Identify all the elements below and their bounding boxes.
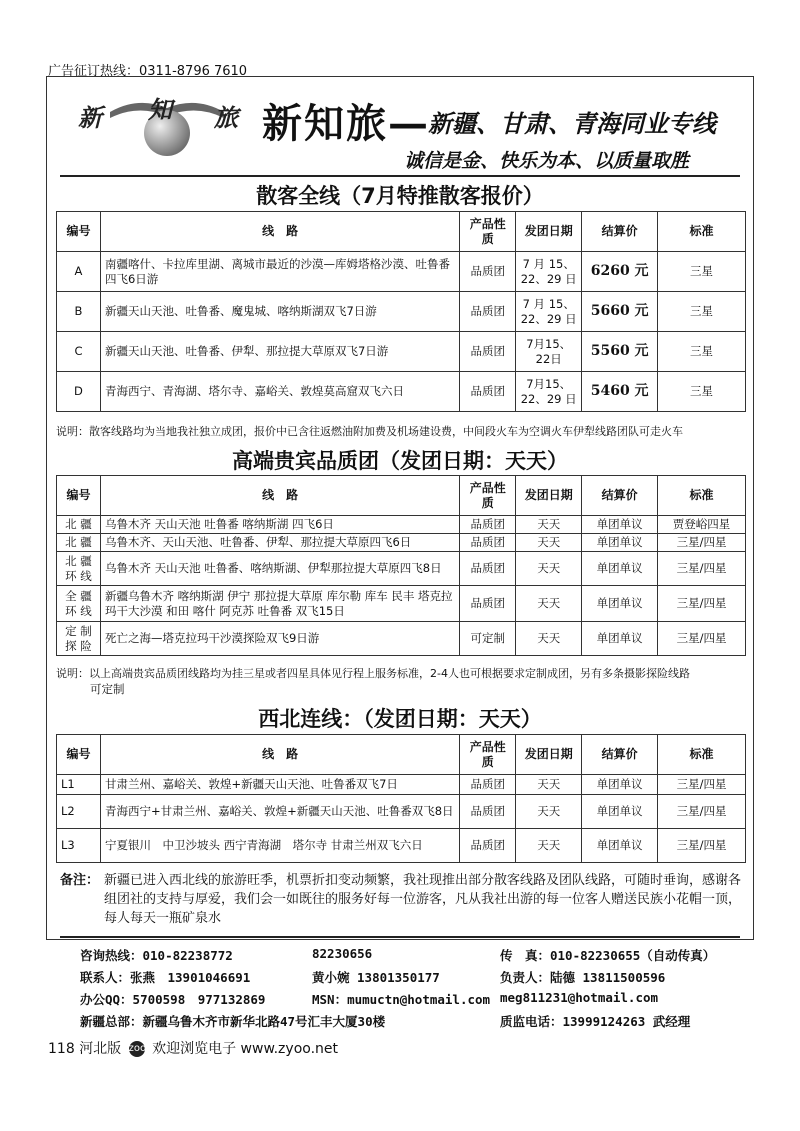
- row-date: 天天: [516, 586, 582, 622]
- row-standard: 三星: [658, 292, 746, 332]
- section3-table: [56, 734, 746, 863]
- row-standard: 三星/四星: [658, 586, 746, 622]
- row-date: 7 月 15、22、29 日: [516, 252, 582, 292]
- header-price: 结算价: [582, 212, 658, 252]
- row-route: 宁夏银川 中卫沙坡头 西宁青海湖 塔尔寺 甘肃兰州双飞六日: [100, 829, 459, 863]
- table-row: [57, 372, 746, 412]
- row-price: 单团单议: [582, 775, 658, 795]
- table-row: [57, 795, 746, 829]
- row-type: 品质团: [460, 829, 516, 863]
- row-route: 新疆乌鲁木齐 喀纳斯湖 伊宁 那拉提大草原 库尔勒 库车 民丰 塔克拉玛干大沙漠 和田 喀什 阿克苏 吐鲁番 双飞15日: [100, 586, 459, 622]
- header-type: 产品性质: [460, 212, 516, 252]
- header-standard: 标准: [658, 735, 746, 775]
- row-standard: 三星/四星: [658, 622, 746, 656]
- row-code: 北 疆 环 线: [57, 552, 101, 586]
- header-price: 结算价: [582, 476, 658, 516]
- row-code: A: [57, 252, 101, 292]
- row-route: 新疆天山天池、吐鲁番、魔鬼城、喀纳斯湖双飞7日游: [100, 292, 459, 332]
- ad-hotline: 广告征订热线：0311-8796 7610: [48, 64, 248, 79]
- logo-char-3: 旅: [214, 103, 238, 132]
- row-date: 天天: [516, 775, 582, 795]
- row-route: 乌鲁木齐、天山天池、吐鲁番、伊犁、那拉提大草原四飞6日: [100, 534, 459, 552]
- row-code: 定 制 探 险: [57, 622, 101, 656]
- table-row: [57, 516, 746, 534]
- header-route: 线 路: [100, 735, 459, 775]
- row-code: L1: [57, 775, 101, 795]
- row-type: 品质团: [460, 775, 516, 795]
- row-type: 品质团: [460, 516, 516, 534]
- row-date: 7月15、22、29 日: [516, 372, 582, 412]
- contact-fax: 传 真：010-82230655（自动传真）: [500, 948, 716, 963]
- table-row: [57, 552, 746, 586]
- row-date: 天天: [516, 795, 582, 829]
- row-route: 青海西宁+甘肃兰州、嘉峪关、敦煌+新疆天山天池、吐鲁番双飞8日: [100, 795, 459, 829]
- row-price: 单团单议: [582, 829, 658, 863]
- row-route: 乌鲁木齐 天山天池 吐鲁番、喀纳斯湖、伊犁那拉提大草原四飞8日: [100, 552, 459, 586]
- header-date: 发团日期: [516, 476, 582, 516]
- header-type: 产品性质: [460, 735, 516, 775]
- contact-hotline-2: 82230656: [312, 946, 373, 961]
- section1-note: 说明：散客线路均为当地我社独立成团，报价中已含往返燃油附加费及机场建设费，中间段火车为空调火车伊犁线路团队可走火车: [56, 425, 683, 438]
- contact-hotline: 咨询热线：010-82238772: [80, 948, 233, 963]
- section2-note-line2: 可定制: [90, 682, 125, 696]
- row-standard: 三星/四星: [658, 552, 746, 586]
- row-price: 单团单议: [582, 795, 658, 829]
- header-code: 编号: [57, 476, 101, 516]
- row-code: L2: [57, 795, 101, 829]
- contact-person-2: 黄小婉 13801350177: [312, 970, 440, 985]
- row-date: 天天: [516, 622, 582, 656]
- header-type: 产品性质: [460, 476, 516, 516]
- row-type: 品质团: [460, 795, 516, 829]
- section3-title: 西北连线：（发团日期：天天）: [258, 707, 542, 731]
- header-route: 线 路: [100, 476, 459, 516]
- row-route: 乌鲁木齐 天山天池 吐鲁番 喀纳斯湖 四飞6日: [100, 516, 459, 534]
- table-row: [57, 586, 746, 622]
- row-code: C: [57, 332, 101, 372]
- row-price: 单团单议: [582, 586, 658, 622]
- section2-table: [56, 475, 746, 656]
- row-route: 新疆天山天池、吐鲁番、伊犁、那拉提大草原双飞7日游: [100, 332, 459, 372]
- zoo-logo-icon: zoo: [129, 1041, 145, 1057]
- table-row: [57, 252, 746, 292]
- row-route: 南疆喀什、卡拉库里湖、离城市最近的沙漠—库姆塔格沙漠、吐鲁番四飞6日游: [100, 252, 459, 292]
- edition-label: 河北版: [79, 1041, 122, 1057]
- page-number: 118: [48, 1041, 75, 1057]
- row-price: 单团单议: [582, 552, 658, 586]
- table-row: [57, 775, 746, 795]
- row-price: 5460 元: [582, 372, 658, 412]
- header-price: 结算价: [582, 735, 658, 775]
- header-standard: 标准: [658, 212, 746, 252]
- row-date: 7月15、22日: [516, 332, 582, 372]
- row-type: 品质团: [460, 292, 516, 332]
- row-type: 可定制: [460, 622, 516, 656]
- row-price: 单团单议: [582, 516, 658, 534]
- row-type: 品质团: [460, 586, 516, 622]
- row-standard: 三星/四星: [658, 534, 746, 552]
- row-standard: 三星: [658, 332, 746, 372]
- row-price: 5660 元: [582, 292, 658, 332]
- remark-text: 新疆已进入西北线的旅游旺季，机票折扣变动频繁，我社现推出部分散客线路及团队线路，可随时垂询，感谢各组团社的支持与厚爱，我们会一如既往的服务好每一位游客，凡从我社出游的每一位客人赠送民族小花帽一顶，每人每天一瓶矿泉水: [104, 873, 742, 926]
- row-standard: 三星/四星: [658, 795, 746, 829]
- table-header-row: [57, 735, 746, 775]
- section2-title: 高端贵宾品质团（发团日期：天天）: [232, 449, 568, 473]
- row-standard: 三星: [658, 252, 746, 292]
- row-code: 北 疆: [57, 516, 101, 534]
- brand-subtitle: 新疆、甘肃、青海同业专线: [428, 109, 716, 138]
- remark-label: 备注：: [60, 873, 100, 888]
- row-route: 青海西宁、青海湖、塔尔寺、嘉峪关、敦煌莫高窟双飞六日: [100, 372, 459, 412]
- row-standard: 三星: [658, 372, 746, 412]
- contact-headquarters: 新疆总部：新疆乌鲁木齐市新华北路47号汇丰大厦30楼: [80, 1014, 386, 1029]
- row-code: 全 疆 环 线: [57, 586, 101, 622]
- row-type: 品质团: [460, 372, 516, 412]
- table-row: [57, 292, 746, 332]
- row-price: 5560 元: [582, 332, 658, 372]
- contact-person-1: 联系人：张燕 13901046691: [80, 970, 251, 985]
- brand-name: 新知旅—: [262, 100, 430, 147]
- table-row: [57, 622, 746, 656]
- table-row: [57, 534, 746, 552]
- section2-note-line1: 说明：以上高端贵宾品质团线路均为挂三星或者四星具体见行程上服务标准，2-4人也可根据要求定制成团，另有多条摄影探险线路: [56, 667, 690, 680]
- header-standard: 标准: [658, 476, 746, 516]
- row-type: 品质团: [460, 552, 516, 586]
- row-price: 6260 元: [582, 252, 658, 292]
- row-date: 7 月 15、22、29 日: [516, 292, 582, 332]
- contact-quality-phone: 质监电话：13999124263 武经理: [500, 1014, 691, 1029]
- section1-title: 散客全线（7月特推散客报价）: [256, 184, 544, 208]
- table-header-row: [57, 476, 746, 516]
- row-type: 品质团: [460, 332, 516, 372]
- table-header-row: [57, 212, 746, 252]
- header-date: 发团日期: [516, 212, 582, 252]
- header-code: 编号: [57, 735, 101, 775]
- table-row: [57, 829, 746, 863]
- website-text: 欢迎浏览电子 www.zyoo.net: [152, 1041, 339, 1057]
- logo-char-1: 新: [78, 103, 102, 132]
- row-standard: 三星/四星: [658, 829, 746, 863]
- header-route: 线 路: [100, 212, 459, 252]
- contact-msn: MSN：mumuctn@hotmail.com: [312, 992, 491, 1007]
- contact-qq: 办公QQ：5700598 977132869: [80, 992, 266, 1007]
- contact-email: meg811231@hotmail.com: [500, 990, 659, 1005]
- row-date: 天天: [516, 552, 582, 586]
- row-date: 天天: [516, 516, 582, 534]
- row-code: D: [57, 372, 101, 412]
- contact-divider: [60, 936, 740, 938]
- row-route: 死亡之海—塔克拉玛干沙漠探险双飞9日游: [100, 622, 459, 656]
- logo-char-2: 知: [148, 95, 172, 124]
- page-footer: [48, 1038, 338, 1058]
- row-type: 品质团: [460, 534, 516, 552]
- row-date: 天天: [516, 534, 582, 552]
- section1-table: [56, 211, 746, 412]
- row-date: 天天: [516, 829, 582, 863]
- row-standard: 贾登峪四星: [658, 516, 746, 534]
- header-code: 编号: [57, 212, 101, 252]
- contact-manager: 负责人：陆德 13811500596: [500, 970, 666, 985]
- brand-motto: 诚信是金、快乐为本、以质量取胜: [404, 150, 690, 172]
- row-code: B: [57, 292, 101, 332]
- row-price: 单团单议: [582, 534, 658, 552]
- row-price: 单团单议: [582, 622, 658, 656]
- row-code: L3: [57, 829, 101, 863]
- row-standard: 三星/四星: [658, 775, 746, 795]
- table-row: [57, 332, 746, 372]
- header-divider: [60, 175, 740, 177]
- row-code: 北 疆: [57, 534, 101, 552]
- row-type: 品质团: [460, 252, 516, 292]
- brand-logo: [78, 90, 256, 160]
- header-date: 发团日期: [516, 735, 582, 775]
- row-route: 甘肃兰州、嘉峪关、敦煌+新疆天山天池、吐鲁番双飞7日: [100, 775, 459, 795]
